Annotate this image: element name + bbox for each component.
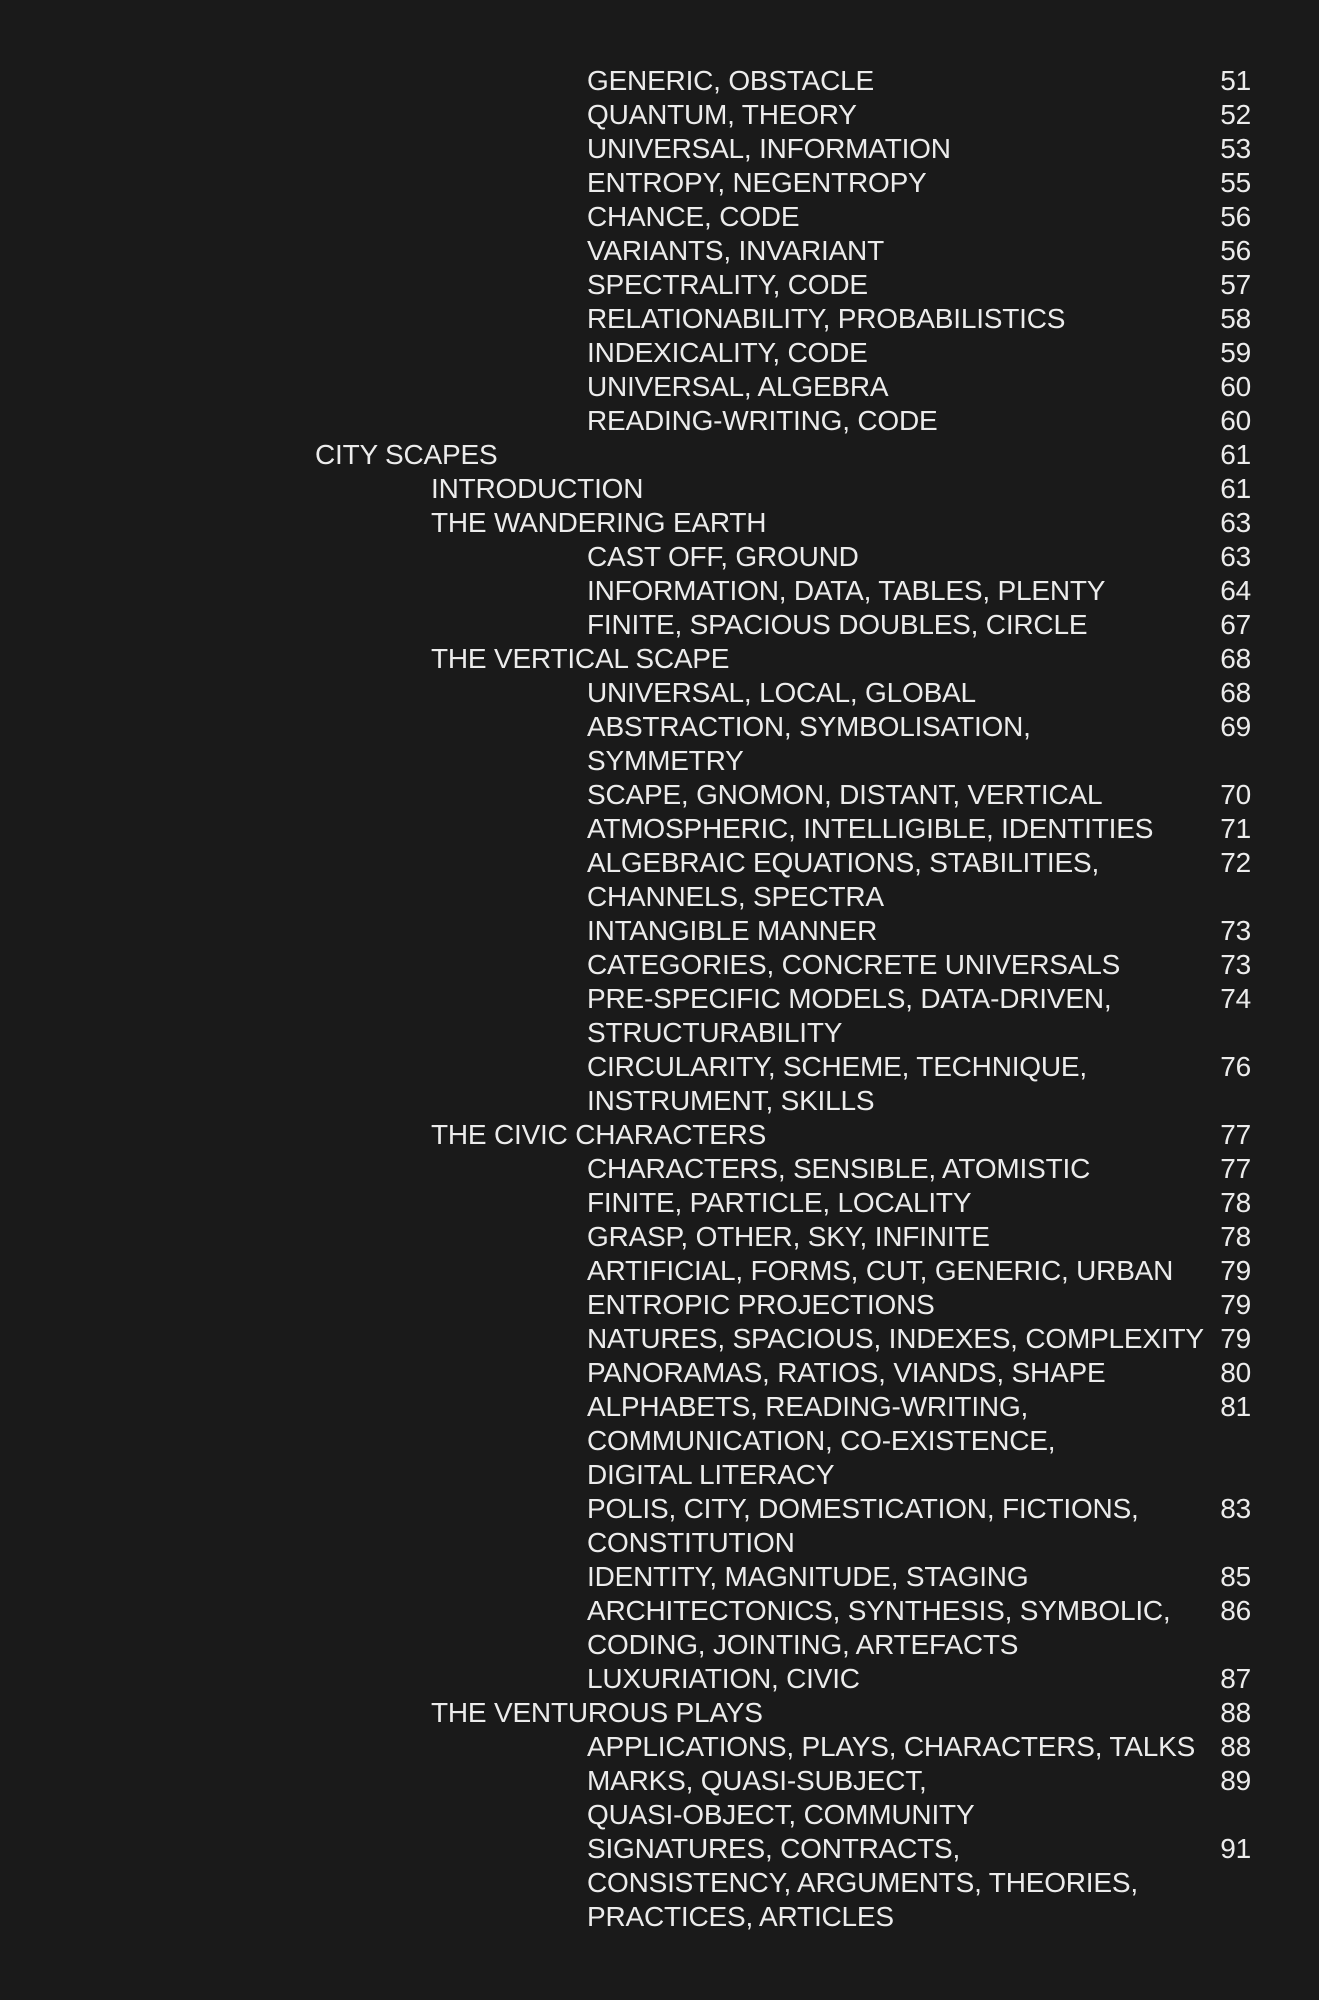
toc-page-number: 70 bbox=[1220, 779, 1251, 810]
toc-entry-title-line: FINITE, PARTICLE, LOCALITY bbox=[587, 1187, 972, 1218]
toc-subsection bbox=[0, 404, 1319, 438]
toc-entry-title-line: CHARACTERS, SENSIBLE, ATOMISTIC bbox=[587, 1153, 1091, 1184]
toc-page-number: 91 bbox=[1220, 1833, 1251, 1864]
toc-subsection bbox=[0, 1322, 1319, 1356]
toc-entry-title-line: IDENTITY, MAGNITUDE, STAGING bbox=[587, 1561, 1029, 1592]
toc-entry-title-line: INTRODUCTION bbox=[431, 473, 644, 504]
toc-subsection bbox=[0, 336, 1319, 370]
toc-subsection bbox=[0, 98, 1319, 132]
toc-page-number: 71 bbox=[1220, 813, 1251, 844]
toc-entry-title-line: INFORMATION, DATA, TABLES, PLENTY bbox=[587, 575, 1106, 606]
toc-entry-title bbox=[0, 234, 1319, 268]
toc-page-number: 83 bbox=[1220, 1493, 1251, 1524]
toc-subsection bbox=[0, 302, 1319, 336]
toc-section bbox=[0, 506, 1319, 540]
toc-entry-title bbox=[0, 1220, 1319, 1254]
toc-entry-title-line: CATEGORIES, CONCRETE UNIVERSALS bbox=[587, 949, 1121, 980]
toc-section bbox=[0, 642, 1319, 676]
toc-entry-title-line: GRASP, OTHER, SKY, INFINITE bbox=[587, 1221, 990, 1252]
toc-entry-title-line: MARKS, QUASI-SUBJECT, bbox=[587, 1765, 927, 1796]
toc-subsection bbox=[0, 1152, 1319, 1186]
toc-page-number: 59 bbox=[1220, 337, 1251, 368]
toc-entry-title-line: READING-WRITING, CODE bbox=[587, 405, 938, 436]
toc-subsection bbox=[0, 710, 1319, 778]
toc-entry-title bbox=[0, 1390, 1319, 1492]
toc-entry-title bbox=[0, 1356, 1319, 1390]
toc-entry-title-line: DIGITAL LITERACY bbox=[587, 1459, 835, 1490]
toc-entry-title bbox=[0, 404, 1319, 438]
toc-subsection bbox=[0, 1730, 1319, 1764]
toc-entry-title-line: CONSISTENCY, ARGUMENTS, THEORIES, bbox=[587, 1867, 1138, 1898]
toc-page-number: 52 bbox=[1220, 99, 1251, 130]
table-of-contents bbox=[0, 64, 1319, 1934]
toc-page-number: 81 bbox=[1220, 1391, 1251, 1422]
toc-entry-title bbox=[0, 608, 1319, 642]
toc-page-number: 78 bbox=[1220, 1187, 1251, 1218]
toc-entry-title-line: UNIVERSAL, LOCAL, GLOBAL bbox=[587, 677, 976, 708]
toc-entry-title bbox=[0, 472, 1319, 506]
toc-entry-title-line: CONSTITUTION bbox=[587, 1527, 795, 1558]
toc-entry-title-line: CIRCULARITY, SCHEME, TECHNIQUE, bbox=[587, 1051, 1087, 1082]
toc-subsection bbox=[0, 540, 1319, 574]
toc-entry-title bbox=[0, 1050, 1319, 1118]
toc-entry-title-line: ALGEBRAIC EQUATIONS, STABILITIES, bbox=[587, 847, 1100, 878]
toc-page-number: 56 bbox=[1220, 201, 1251, 232]
toc-entry-title-line: SPECTRALITY, CODE bbox=[587, 269, 868, 300]
toc-entry-title-line: ALPHABETS, READING-WRITING, bbox=[587, 1391, 1029, 1422]
toc-entry-title bbox=[0, 64, 1319, 98]
toc-subsection bbox=[0, 1220, 1319, 1254]
toc-entry-title-line: CHANCE, CODE bbox=[587, 201, 800, 232]
toc-entry-title-line: PRACTICES, ARTICLES bbox=[587, 1901, 894, 1932]
toc-subsection bbox=[0, 948, 1319, 982]
toc-entry-title-line: SCAPE, GNOMON, DISTANT, VERTICAL bbox=[587, 779, 1103, 810]
toc-page-number: 72 bbox=[1220, 847, 1251, 878]
toc-chapter bbox=[0, 438, 1319, 472]
toc-subsection bbox=[0, 1492, 1319, 1560]
toc-entry-title-line: LUXURIATION, CIVIC bbox=[587, 1663, 860, 1694]
toc-page-number: 67 bbox=[1220, 609, 1251, 640]
toc-entry-title bbox=[0, 1594, 1319, 1662]
toc-entry-title-line: CODING, JOINTING, ARTEFACTS bbox=[587, 1629, 1019, 1660]
toc-section bbox=[0, 472, 1319, 506]
toc-entry-title-line: COMMUNICATION, CO-EXISTENCE, bbox=[587, 1425, 1056, 1456]
toc-entry-title bbox=[0, 540, 1319, 574]
toc-subsection bbox=[0, 846, 1319, 914]
toc-subsection bbox=[0, 1560, 1319, 1594]
toc-entry-title bbox=[0, 1492, 1319, 1560]
toc-section bbox=[0, 1118, 1319, 1152]
toc-subsection bbox=[0, 982, 1319, 1050]
toc-entry-title bbox=[0, 1254, 1319, 1288]
toc-page-number: 56 bbox=[1220, 235, 1251, 266]
toc-page-number: 76 bbox=[1220, 1051, 1251, 1082]
toc-entry-title-line: QUANTUM, THEORY bbox=[587, 99, 857, 130]
toc-entry-title-line: RELATIONABILITY, PROBABILISTICS bbox=[587, 303, 1066, 334]
toc-page-number: 57 bbox=[1220, 269, 1251, 300]
toc-page-number: 68 bbox=[1220, 677, 1251, 708]
toc-entry-title-line: FINITE, SPACIOUS DOUBLES, CIRCLE bbox=[587, 609, 1088, 640]
toc-subsection bbox=[0, 370, 1319, 404]
toc-entry-title-line: INSTRUMENT, SKILLS bbox=[587, 1085, 875, 1116]
toc-entry-title bbox=[0, 1322, 1319, 1356]
toc-subsection bbox=[0, 1288, 1319, 1322]
toc-entry-title bbox=[0, 98, 1319, 132]
toc-entry-title-line: ABSTRACTION, SYMBOLISATION, bbox=[587, 711, 1031, 742]
toc-page-number: 77 bbox=[1220, 1119, 1251, 1150]
toc-page-number: 88 bbox=[1220, 1697, 1251, 1728]
toc-subsection bbox=[0, 676, 1319, 710]
toc-subsection bbox=[0, 64, 1319, 98]
toc-entry-title-line: THE WANDERING EARTH bbox=[431, 507, 767, 538]
toc-page-number: 74 bbox=[1220, 983, 1251, 1014]
toc-entry-title-line: ENTROPY, NEGENTROPY bbox=[587, 167, 927, 198]
toc-subsection bbox=[0, 778, 1319, 812]
toc-page-number: 78 bbox=[1220, 1221, 1251, 1252]
toc-entry-title-line: PANORAMAS, RATIOS, VIANDS, SHAPE bbox=[587, 1357, 1106, 1388]
toc-entry-title bbox=[0, 1152, 1319, 1186]
toc-entry-title-line: NATURES, SPACIOUS, INDEXES, COMPLEXITY bbox=[587, 1323, 1204, 1354]
toc-entry-title bbox=[0, 200, 1319, 234]
toc-entry-title bbox=[0, 1662, 1319, 1696]
toc-page-number: 68 bbox=[1220, 643, 1251, 674]
toc-page-number: 63 bbox=[1220, 507, 1251, 538]
toc-entry-title bbox=[0, 1730, 1319, 1764]
toc-subsection bbox=[0, 1594, 1319, 1662]
toc-page-number: 88 bbox=[1220, 1731, 1251, 1762]
toc-entry-title-line: VARIANTS, INVARIANT bbox=[587, 235, 884, 266]
toc-entry-title-line: APPLICATIONS, PLAYS, CHARACTERS, TALKS bbox=[587, 1731, 1196, 1762]
toc-page-number: 53 bbox=[1220, 133, 1251, 164]
toc-entry-title bbox=[0, 166, 1319, 200]
toc-page-number: 73 bbox=[1220, 915, 1251, 946]
toc-page-number: 55 bbox=[1220, 167, 1251, 198]
toc-subsection bbox=[0, 574, 1319, 608]
toc-entry-title bbox=[0, 336, 1319, 370]
toc-page-number: 79 bbox=[1220, 1323, 1251, 1354]
toc-subsection bbox=[0, 1832, 1319, 1934]
toc-page-number: 58 bbox=[1220, 303, 1251, 334]
toc-entry-title-line: QUASI-OBJECT, COMMUNITY bbox=[587, 1799, 975, 1830]
toc-page-number: 60 bbox=[1220, 405, 1251, 436]
toc-section bbox=[0, 1696, 1319, 1730]
toc-subsection bbox=[0, 914, 1319, 948]
toc-page-number: 64 bbox=[1220, 575, 1251, 606]
toc-subsection bbox=[0, 1390, 1319, 1492]
toc-entry-title-line: POLIS, CITY, DOMESTICATION, FICTIONS, bbox=[587, 1493, 1139, 1524]
toc-subsection bbox=[0, 200, 1319, 234]
toc-subsection bbox=[0, 268, 1319, 302]
toc-entry-title-line: THE VENTUROUS PLAYS bbox=[431, 1697, 763, 1728]
toc-entry-title bbox=[0, 574, 1319, 608]
toc-page-number: 69 bbox=[1220, 711, 1251, 742]
toc-entry-title-line: UNIVERSAL, INFORMATION bbox=[587, 133, 951, 164]
toc-page-number: 79 bbox=[1220, 1289, 1251, 1320]
toc-entry-title bbox=[0, 1288, 1319, 1322]
toc-entry-title-line: CHANNELS, SPECTRA bbox=[587, 881, 884, 912]
toc-entry-title-line: SIGNATURES, CONTRACTS, bbox=[587, 1833, 961, 1864]
toc-entry-title bbox=[0, 642, 1319, 676]
toc-entry-title bbox=[0, 1696, 1319, 1730]
toc-entry-title bbox=[0, 370, 1319, 404]
toc-entry-title-line: ENTROPIC PROJECTIONS bbox=[587, 1289, 935, 1320]
toc-entry-title bbox=[0, 506, 1319, 540]
toc-entry-title-line: ATMOSPHERIC, INTELLIGIBLE, IDENTITIES bbox=[587, 813, 1154, 844]
toc-page-number: 61 bbox=[1220, 439, 1251, 470]
toc-entry-title bbox=[0, 710, 1319, 778]
toc-page-number: 87 bbox=[1220, 1663, 1251, 1694]
toc-entry-title-line: THE CIVIC CHARACTERS bbox=[431, 1119, 767, 1150]
toc-entry-title bbox=[0, 302, 1319, 336]
toc-entry-title-line: INDEXICALITY, CODE bbox=[587, 337, 868, 368]
toc-page-number: 89 bbox=[1220, 1765, 1251, 1796]
toc-subsection bbox=[0, 1356, 1319, 1390]
toc-entry-title bbox=[0, 268, 1319, 302]
toc-entry-title bbox=[0, 1764, 1319, 1832]
toc-page-number: 80 bbox=[1220, 1357, 1251, 1388]
toc-entry-title bbox=[0, 1186, 1319, 1220]
toc-subsection bbox=[0, 132, 1319, 166]
toc-entry-title bbox=[0, 676, 1319, 710]
toc-entry-title-line: ARCHITECTONICS, SYNTHESIS, SYMBOLIC, bbox=[587, 1595, 1171, 1626]
toc-entry-title bbox=[0, 132, 1319, 166]
toc-page-number: 85 bbox=[1220, 1561, 1251, 1592]
toc-entry-title bbox=[0, 982, 1319, 1050]
toc-entry-title bbox=[0, 778, 1319, 812]
toc-subsection bbox=[0, 812, 1319, 846]
toc-entry-title-line: CITY SCAPES bbox=[315, 439, 498, 470]
toc-page-number: 51 bbox=[1220, 65, 1251, 96]
toc-subsection bbox=[0, 166, 1319, 200]
toc-entry-title-line: STRUCTURABILITY bbox=[587, 1017, 843, 1048]
toc-page-number: 86 bbox=[1220, 1595, 1251, 1626]
toc-page-number: 63 bbox=[1220, 541, 1251, 572]
toc-entry-title bbox=[0, 846, 1319, 914]
toc-entry-title-line: INTANGIBLE MANNER bbox=[587, 915, 878, 946]
toc-entry-title-line: SYMMETRY bbox=[587, 745, 744, 776]
toc-entry-title-line: UNIVERSAL, ALGEBRA bbox=[587, 371, 889, 402]
toc-entry-title bbox=[0, 438, 1319, 472]
toc-entry-title-line: THE VERTICAL SCAPE bbox=[431, 643, 730, 674]
toc-entry-title bbox=[0, 1118, 1319, 1152]
toc-entry-title bbox=[0, 1560, 1319, 1594]
toc-page-number: 79 bbox=[1220, 1255, 1251, 1286]
toc-subsection bbox=[0, 1662, 1319, 1696]
toc-entry-title-line: ARTIFICIAL, FORMS, CUT, GENERIC, URBAN bbox=[587, 1255, 1174, 1286]
toc-subsection bbox=[0, 1764, 1319, 1832]
toc-entry-title-line: CAST OFF, GROUND bbox=[587, 541, 859, 572]
toc-subsection bbox=[0, 1050, 1319, 1118]
toc-entry-title bbox=[0, 812, 1319, 846]
toc-subsection bbox=[0, 608, 1319, 642]
toc-subsection bbox=[0, 234, 1319, 268]
toc-page-number: 61 bbox=[1220, 473, 1251, 504]
toc-page-number: 73 bbox=[1220, 949, 1251, 980]
toc-entry-title bbox=[0, 914, 1319, 948]
toc-entry-title-line: GENERIC, OBSTACLE bbox=[587, 65, 875, 96]
toc-page-number: 77 bbox=[1220, 1153, 1251, 1184]
toc-entry-title-line: PRE-SPECIFIC MODELS, DATA-DRIVEN, bbox=[587, 983, 1112, 1014]
toc-entry-title bbox=[0, 1832, 1319, 1934]
toc-subsection bbox=[0, 1186, 1319, 1220]
toc-entry-title bbox=[0, 948, 1319, 982]
toc-subsection bbox=[0, 1254, 1319, 1288]
toc-page-number: 60 bbox=[1220, 371, 1251, 402]
